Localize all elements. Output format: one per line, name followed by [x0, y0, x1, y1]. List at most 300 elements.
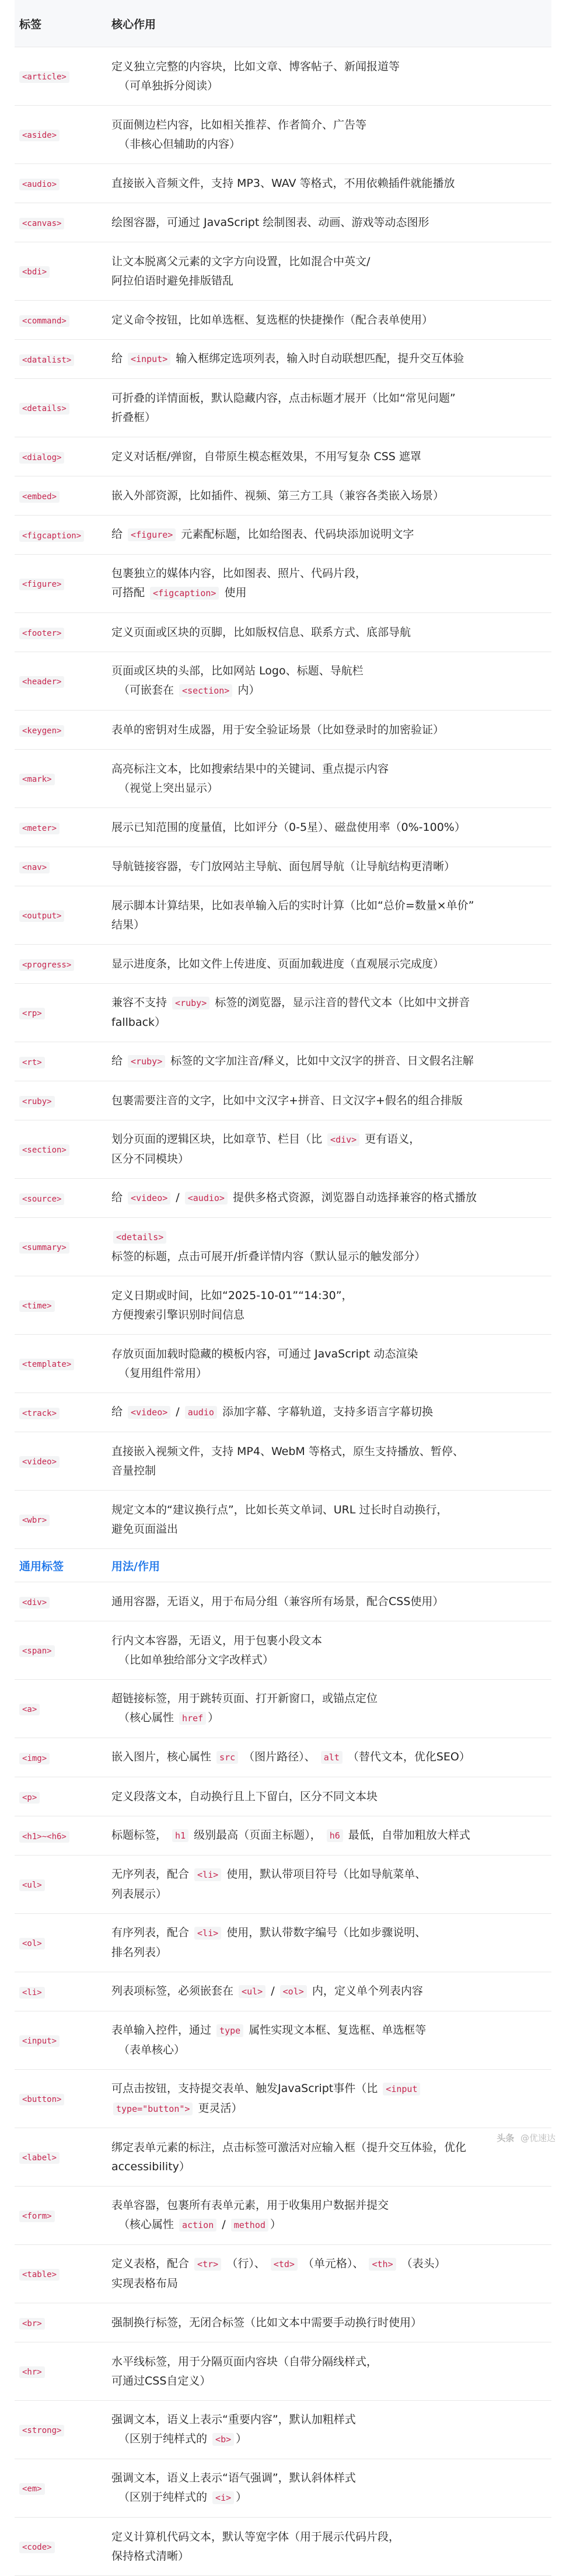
desc-text: 阿拉伯语时避免排版错乱: [111, 274, 234, 287]
description-line: [111, 2274, 543, 2293]
table-row: [15, 2303, 551, 2342]
desc-text: （表单核心）: [118, 2044, 186, 2056]
description-line: [111, 1345, 543, 1364]
description-cell: [107, 476, 551, 516]
desc-text: 方便搜索引擎识别时间信息: [111, 1308, 245, 1321]
desc-text: （非核心但辅助的内容）: [118, 137, 241, 151]
inline-code: <ruby>: [172, 997, 209, 1009]
table-row: [15, 1680, 551, 1738]
tag-code: <br>: [19, 2318, 45, 2330]
table-row: [15, 2128, 551, 2187]
description-cell: [107, 1856, 551, 1914]
desc-text: 内，定义单个列表内容: [308, 1985, 423, 1997]
table-row: [15, 47, 551, 106]
inline-code: <input>: [128, 353, 170, 365]
inline-code: <b>: [212, 2433, 234, 2446]
description-line: [111, 818, 543, 837]
tag-code: <table>: [19, 2269, 60, 2281]
description-line: [111, 1592, 543, 1611]
description-cell: [107, 1738, 551, 1777]
tag-cell: [15, 2303, 107, 2342]
table-row: [15, 652, 551, 711]
description-cell: [107, 47, 551, 106]
desc-text: （区别于纯样式的: [118, 2432, 211, 2445]
description-cell: [107, 437, 551, 476]
tag-cell: [15, 1738, 107, 1777]
desc-text: 标签的浏览器，显示注音的替代文本（比如中文拼音: [211, 996, 470, 1009]
description-line: [111, 213, 543, 232]
desc-text: 定义独立完整的内容块，比如文章、博客帖子、新闻报道等: [111, 60, 400, 73]
description-line: [111, 1150, 543, 1169]
description-cell: [107, 808, 551, 847]
description-cell: [107, 516, 551, 555]
tag-code: <form>: [19, 2211, 55, 2222]
desc-text: 导航链接容器，专门放网站主导航、面包屑导航（让导航结构更清晰）: [111, 859, 456, 873]
tag-code: <summary>: [19, 1242, 69, 1254]
desc-text: 表单容器，包裹所有表单元素，用于收集用户数据并提交: [111, 2199, 389, 2212]
tag-cell: [15, 516, 107, 555]
inline-code: src: [216, 1751, 238, 1764]
description-cell: [107, 2342, 551, 2401]
tag-cell: [15, 2187, 107, 2245]
description-line: [111, 2372, 543, 2391]
desc-text: （可嵌套在: [118, 684, 178, 697]
description-line: [111, 447, 543, 467]
description-line: [111, 1865, 543, 1885]
description-line: [111, 1787, 543, 1806]
tag-cell: [15, 613, 107, 652]
description-cell: [107, 2518, 551, 2576]
table-row: [15, 1120, 551, 1179]
desc-text: 高亮标注文本，比如搜索结果中的关键词、重点提示内容: [111, 762, 389, 775]
description-line: [111, 1052, 543, 1071]
tag-cell: [15, 2245, 107, 2303]
description-line: [111, 1188, 543, 1208]
table-row: [15, 1972, 551, 2011]
desc-text: 使用: [221, 586, 247, 599]
tag-cell: [15, 242, 107, 301]
description-cell: [107, 2459, 551, 2518]
description-cell: [107, 711, 551, 750]
description-line: [111, 1747, 543, 1767]
description-line: [111, 2196, 543, 2215]
desc-text: 定义日期或时间，比如“2025-10-01”“14:30”，: [111, 1289, 353, 1302]
tag-code: <em>: [19, 2483, 45, 2495]
tag-cell: [15, 711, 107, 750]
tag-code: <footer>: [19, 628, 64, 639]
desc-text: 元素配标题，比如给图表、代码块添加说明文字: [177, 528, 414, 541]
desc-text: 可折叠的详情面板，默认隐藏内容，点击标题才展开（比如“常见问题”: [111, 391, 456, 405]
description-line: [111, 1651, 543, 1670]
inline-code: <details>: [113, 1231, 166, 1244]
description-line: [111, 779, 543, 798]
table-row: [15, 711, 551, 750]
description-line: [111, 583, 543, 603]
description-line: [111, 1708, 543, 1728]
desc-text: （区别于纯样式的: [118, 2491, 211, 2504]
description-line: [111, 720, 543, 740]
desc-text: 有序列表，配合: [111, 1926, 193, 1939]
desc-text: /: [172, 1405, 183, 1418]
tag-code: <embed>: [19, 491, 60, 503]
table-row: [15, 555, 551, 613]
desc-text: 给: [111, 1054, 127, 1067]
tag-cell: [15, 1081, 107, 1120]
tag-cell: [15, 2011, 107, 2070]
tag-reference-document: [15, 0, 551, 2576]
tag-code: <div>: [19, 1597, 50, 1609]
desc-text: 通用容器，无语义，用于布局分组（兼容所有场景，配合CSS使用）: [111, 1595, 444, 1608]
tag-cell: [15, 1816, 107, 1856]
desc-text: 定义命令按钮，比如单选框、复选框的快捷操作（配合表单使用）: [111, 313, 434, 326]
desc-text: 音量控制: [111, 1464, 156, 1477]
desc-text: （核心属性: [118, 1711, 178, 1724]
desc-text: /: [218, 2218, 229, 2231]
tag-cell: [15, 1582, 107, 1621]
description-line: [111, 1826, 543, 1846]
inline-code: <div>: [327, 1133, 359, 1146]
description-cell: [107, 1972, 551, 2011]
table-row: [15, 1179, 551, 1218]
table-row: [15, 516, 551, 555]
description-cell: [107, 555, 551, 613]
description-cell: [107, 106, 551, 164]
desc-text: fallback）: [111, 1016, 166, 1029]
desc-text: 直接嵌入音频文件，支持 MP3、WAV 等格式，不用依赖插件就能播放: [111, 176, 455, 190]
tag-code: <bdi>: [19, 266, 50, 278]
tag-code: <ul>: [19, 1879, 45, 1891]
desc-text: 避免页面溢出: [111, 1522, 179, 1536]
table-row: [15, 886, 551, 945]
inline-code: <td>: [271, 2258, 298, 2271]
description-line: [111, 1520, 543, 1539]
description-line: [111, 408, 543, 427]
description-line: [111, 1091, 543, 1111]
description-line: [111, 2410, 543, 2429]
desc-text: 给: [111, 1405, 127, 1418]
table-row: [15, 847, 551, 886]
desc-text: 无序列表，配合: [111, 1868, 193, 1881]
table-row: [15, 379, 551, 437]
desc-text: 强调文本，语义上表示“语气强调”，默认斜体样式: [111, 2471, 356, 2484]
tag-cell: [15, 301, 107, 340]
tag-code: <time>: [19, 1300, 55, 1312]
tag-cell: [15, 2459, 107, 2518]
desc-text: 列表项标签，必须嵌套在: [111, 1985, 237, 1997]
table-row: [15, 1777, 551, 1816]
description-line: [111, 311, 543, 330]
description-cell: [107, 1218, 551, 1276]
table-row: [15, 2011, 551, 2070]
description-line: [111, 1501, 543, 1520]
description-cell: [107, 2128, 551, 2187]
description-line: [111, 2488, 543, 2508]
description-cell: [107, 1120, 551, 1179]
table-row: [15, 750, 551, 808]
description-line: [111, 486, 543, 506]
tag-cell: [15, 1972, 107, 2011]
description-cell: [107, 203, 551, 242]
description-line: [111, 252, 543, 271]
tag-code: <template>: [19, 1359, 74, 1370]
tag-code: <figure>: [19, 579, 64, 590]
desc-text: （替代文本，优化SEO）: [344, 1750, 470, 1763]
tag-cell: [15, 1042, 107, 1081]
tag-cell: [15, 340, 107, 379]
desc-text: 嵌入外部资源，比如插件、视频、第三方工具（兼容各类嵌入场景）: [111, 489, 445, 502]
desc-text: 更灵活）: [194, 2101, 243, 2115]
desc-text: 更有语义，: [361, 1133, 421, 1146]
table-row: [15, 808, 551, 847]
tag-code: <dialog>: [19, 452, 64, 464]
desc-text: 定义页面或区块的页脚，比如版权信息、联系方式、底部导航: [111, 625, 411, 639]
table-row: [15, 203, 551, 242]
desc-text: 定义表格，配合: [111, 2257, 193, 2270]
desc-text: 列表展示）: [111, 1888, 167, 1900]
table-row: [15, 2459, 551, 2518]
table-row: [15, 1042, 551, 1081]
tag-code: <ruby>: [19, 1096, 55, 1108]
description-line: [111, 2021, 543, 2041]
watermark: [497, 2132, 555, 2144]
description-cell: [107, 1335, 551, 1393]
tag-code: <wbr>: [19, 1515, 50, 1526]
description-line: [111, 1982, 543, 2001]
description-line: [111, 896, 543, 915]
desc-text: 强制换行标签，无闭合标签（比如文本中需要手动换行时使用）: [111, 2316, 422, 2329]
tag-code: <code>: [19, 2542, 55, 2553]
tag-code: <section>: [19, 1144, 69, 1156]
tag-cell: [15, 886, 107, 945]
watermark-author: @优速达: [520, 2133, 555, 2143]
desc-text: 嵌入图片，核心属性: [111, 1750, 215, 1763]
description-line: [111, 1631, 543, 1651]
tag-code: <li>: [19, 1987, 45, 1999]
description-cell: [107, 1042, 551, 1081]
description-line: [111, 681, 543, 701]
description-line: [111, 271, 543, 291]
desc-text: 给: [111, 528, 127, 541]
table-row: [15, 613, 551, 652]
desc-text: 输入框绑定选项列表，输入时自动联想匹配，提升交互体验: [172, 352, 464, 365]
inline-code: <input: [383, 2083, 420, 2095]
desc-text: 标题标签，: [111, 1829, 171, 1842]
description-line: [111, 1923, 543, 1943]
desc-text: 给: [111, 352, 127, 365]
tag-cell: [15, 652, 107, 711]
description-cell: [107, 945, 551, 984]
description-line: [111, 623, 543, 642]
description-line: [111, 2138, 543, 2157]
desc-text: 排名列表）: [111, 1946, 167, 1959]
description-cell: [107, 2401, 551, 2459]
description-cell: [107, 2303, 551, 2342]
desc-text: 实现表格布局: [111, 2277, 179, 2290]
tag-code: <command>: [19, 315, 69, 327]
desc-text: 内）: [234, 684, 260, 697]
inline-code: <li>: [194, 1868, 221, 1881]
table-row: [15, 1914, 551, 1972]
header-tag-column: 标签: [15, 0, 107, 47]
inline-code: <li>: [194, 1927, 221, 1940]
inline-code: <ol>: [280, 1985, 307, 1998]
description-line: [111, 135, 543, 154]
description-cell: [107, 1816, 551, 1856]
description-cell: [107, 886, 551, 945]
inline-code: <audio>: [185, 1192, 228, 1205]
desc-text: 可通过CSS自定义）: [111, 2374, 211, 2387]
desc-text: 绑定表单元素的标注，点击标签可激活对应输入框（提升交互体验，优化: [111, 2140, 467, 2154]
description-cell: [107, 1491, 551, 1549]
tag-code: <details>: [19, 403, 69, 415]
desc-text: （视觉上突出显示）: [118, 781, 219, 795]
description-cell: [107, 2187, 551, 2245]
tag-code: <h1>~<h6>: [19, 1831, 69, 1843]
inline-code: action: [179, 2219, 216, 2232]
desc-text: 显示进度条，比如文件上传进度、页面加载进度（直观展示完成度）: [111, 957, 445, 970]
desc-text: ）: [208, 1711, 219, 1724]
desc-text: 展示脚本计算结果，比如表单输入后的实时计算（比如“总价=数量×单价”: [111, 899, 474, 912]
inline-code: <video>: [128, 1192, 170, 1205]
table-row: [15, 2070, 551, 2128]
description-line: [111, 857, 543, 876]
tag-code: <article>: [19, 71, 69, 83]
desc-text: 页面或区块的头部，比如网站 Logo、标题、导航栏: [111, 664, 364, 677]
desc-text: 让文本脱离父元素的文字方向设置，比如混合中英文/: [111, 255, 371, 268]
table-row: [15, 1218, 551, 1276]
description-cell: [107, 1432, 551, 1491]
description-line: [111, 760, 543, 779]
desc-text: 直接嵌入视频文件，支持 MP4、WebM 等格式，原生支持播放、暂停、: [111, 1444, 464, 1458]
tag-code: <ol>: [19, 1938, 45, 1950]
description-cell: [107, 613, 551, 652]
inline-code: type: [216, 2024, 243, 2037]
tag-cell: [15, 1276, 107, 1335]
description-cell: [107, 750, 551, 808]
inline-code: <figcaption>: [150, 587, 219, 600]
description-line: [111, 2313, 543, 2333]
description-line: [111, 2547, 543, 2566]
tag-code: <aside>: [19, 130, 60, 141]
inline-code: alt: [321, 1751, 343, 1764]
tag-code: <rt>: [19, 1057, 45, 1068]
description-cell: [107, 379, 551, 437]
desc-text: 表单的密钥对生成器，用于安全验证场景（比如登录时的加密验证）: [111, 723, 445, 736]
description-cell: [107, 1582, 551, 1621]
table-row: [15, 1621, 551, 1680]
table-row: [15, 984, 551, 1042]
desc-text: （可单独拆分阅读）: [118, 79, 219, 92]
desc-text: （表头）: [397, 2257, 446, 2270]
table-row: [15, 1393, 551, 1432]
description-line: [111, 564, 543, 583]
table-row: [15, 945, 551, 984]
inline-code: <section>: [179, 684, 232, 697]
table-row: [15, 2245, 551, 2303]
tag-cell: [15, 437, 107, 476]
description-line: [111, 389, 543, 408]
tag-cell: [15, 945, 107, 984]
tag-cell: [15, 47, 107, 106]
table-row: [15, 1856, 551, 1914]
table-row: [15, 2401, 551, 2459]
desc-text: 绘图容器，可通过 JavaScript 绘制图表、动画、游戏等动态图形: [111, 215, 429, 229]
tag-cell: [15, 1914, 107, 1972]
description-line: [111, 955, 543, 974]
table-row: [15, 2518, 551, 2576]
description-cell: [107, 1777, 551, 1816]
tag-cell: [15, 1335, 107, 1393]
tag-code: <canvas>: [19, 218, 64, 229]
desc-text: ）: [270, 2218, 281, 2231]
description-cell: [107, 2245, 551, 2303]
desc-text: （行）、: [223, 2257, 269, 2270]
table-row: [15, 2187, 551, 2245]
description-cell: [107, 340, 551, 379]
description-line: [111, 2469, 543, 2488]
table-row: [15, 1491, 551, 1549]
tag-code: <progress>: [19, 959, 74, 971]
desc-text: （复用组件常用）: [118, 1366, 208, 1380]
desc-text: 页面侧边栏内容，比如相关推荐、作者简介、广告等: [111, 118, 367, 131]
desc-text: 区分不同模块）: [111, 1153, 190, 1165]
tag-code: <datalist>: [19, 354, 74, 366]
description-line: [111, 1461, 543, 1481]
desc-text: 包裹独立的媒体内容，比如图表、照片、代码片段，: [111, 567, 367, 580]
html-tag-table: [15, 0, 551, 2576]
description-line: [111, 2099, 543, 2119]
desc-text: 划分页面的逻辑区块，比如章节、栏目（比: [111, 1133, 326, 1146]
tag-code: <span>: [19, 1645, 55, 1657]
description-line: [111, 2041, 543, 2060]
description-cell: [107, 984, 551, 1042]
tag-code: <hr>: [19, 2366, 45, 2378]
description-cell: [107, 164, 551, 203]
inline-code: h6: [327, 1829, 343, 1842]
tag-cell: [15, 203, 107, 242]
description-line: [111, 1286, 543, 1306]
tag-code: <p>: [19, 1792, 40, 1804]
description-line: [111, 1943, 543, 1962]
desc-text: 标签的文字加注音/释义，比如中文汉字的拼音、日文假名注解: [167, 1054, 474, 1067]
table-row: [15, 437, 551, 476]
description-cell: [107, 1276, 551, 1335]
description-cell: [107, 652, 551, 711]
table-row: [15, 1081, 551, 1120]
tag-code: <nav>: [19, 862, 50, 873]
table-row: [15, 1816, 551, 1856]
tag-cell: [15, 1491, 107, 1549]
header-role-column: 核心作用: [107, 0, 551, 47]
description-line: [111, 1306, 543, 1325]
description-line: [111, 662, 543, 681]
description-line: [111, 1364, 543, 1383]
desc-text: （核心属性: [118, 2218, 178, 2231]
description-line: [111, 174, 543, 193]
desc-text: ）: [236, 2491, 247, 2504]
table-row: [15, 476, 551, 516]
description-line: [111, 1013, 543, 1032]
tag-code: <audio>: [19, 179, 60, 190]
description-cell: [107, 1179, 551, 1218]
tag-cell: [15, 1393, 107, 1432]
desc-text: 存放页面加载时隐藏的模板内容，可通过 JavaScript 动态渲染: [111, 1347, 418, 1360]
tag-cell: [15, 1777, 107, 1816]
desc-text: 最低，自带加粗放大样式: [344, 1829, 470, 1842]
description-line: [111, 116, 543, 135]
description-line: [111, 993, 543, 1013]
inline-code: <th>: [369, 2258, 396, 2271]
